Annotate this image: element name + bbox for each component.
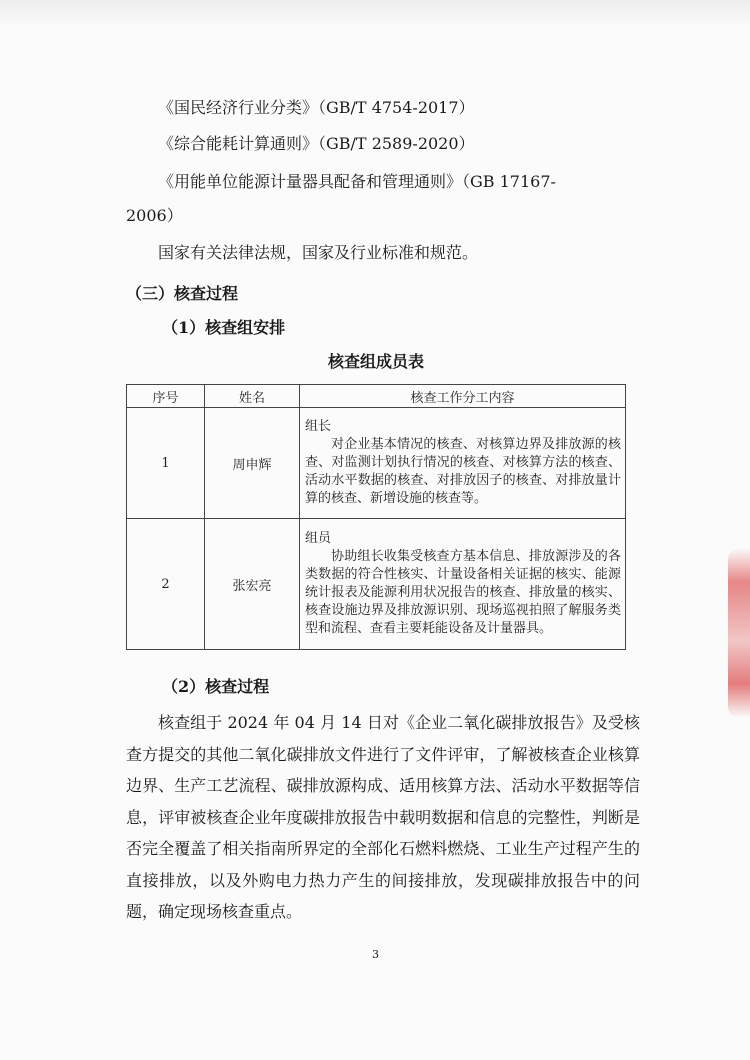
row-duty — [300, 408, 626, 519]
subsection-heading-2: （2）核查过程 — [162, 677, 270, 696]
row-role: 组员 — [305, 531, 332, 546]
process-paragraph: 核查组于 2024 年 04 月 14 日对《企业二氧化碳排放报告》及受核查方提交的其他二氧化碳排放文件进行了文件评审，了解被核查企业核算边界、生产工艺流程、碳排放源构成、适用核算方法、活动水平数据等信息，评审被核查企业年度碳排放报告中载明数据和信息的完整性，判断是否完全覆盖了相关指南所界定的全部化石燃料燃烧、工业生产过程产生的直接排放，以及外购电力热力产生的间接排放，发现碳排放报告中的问题，确定现场核查重点。 — [126, 713, 640, 921]
table-row — [127, 408, 626, 519]
table-row — [127, 519, 626, 650]
section-heading: （三）核查过程 — [126, 284, 239, 303]
row-duty — [300, 519, 626, 650]
page-number: 3 — [372, 948, 379, 961]
reference-line-2: 《综合能耗计算通则》（GB/T 2589-2020） — [158, 134, 475, 153]
reference-line-3: 《用能单位能源计量器具配备和管理通则》（GB 17167- — [158, 172, 556, 191]
header-name: 姓名 — [205, 385, 300, 408]
header-no: 序号 — [127, 385, 205, 408]
reference-line-3-cont: 2006） — [126, 206, 183, 225]
row-name: 周申辉 — [205, 408, 300, 519]
seal-stamp-icon — [728, 548, 750, 718]
row-desc: 对企业基本情况的核查、对核算边界及排放源的核查、对监测计划执行情况的核查、对核算方法的核查、活动水平数据的核查、对排放因子的核查、对排放量计算的核查、新增设施的核查等。 — [305, 437, 621, 506]
members-table — [126, 384, 626, 650]
row-no: 1 — [127, 408, 205, 519]
table-title: 核查组成员表 — [327, 352, 424, 371]
table-header-row — [127, 385, 626, 408]
scan-shadow — [0, 0, 750, 28]
laws-line: 国家有关法律法规，国家及行业标准和规范。 — [158, 243, 479, 262]
header-duty: 核查工作分工内容 — [300, 385, 626, 408]
row-name: 张宏亮 — [205, 519, 300, 650]
reference-line-1: 《国民经济行业分类》（GB/T 4754-2017） — [158, 98, 475, 117]
row-desc: 协助组长收集受核查方基本信息、排放源涉及的各类数据的符合性核实、计量设备相关证据的核实、能源统计报表及能源利用状况报告的核查、排放量的核实、核查设施边界及排放源识别、现场巡视拍照了解服务类型和流程、查看主要耗能设备及计量器具。 — [305, 549, 621, 636]
subsection-heading-1: （1）核查组安排 — [162, 318, 286, 337]
row-role: 组长 — [305, 419, 332, 434]
row-no: 2 — [127, 519, 205, 650]
